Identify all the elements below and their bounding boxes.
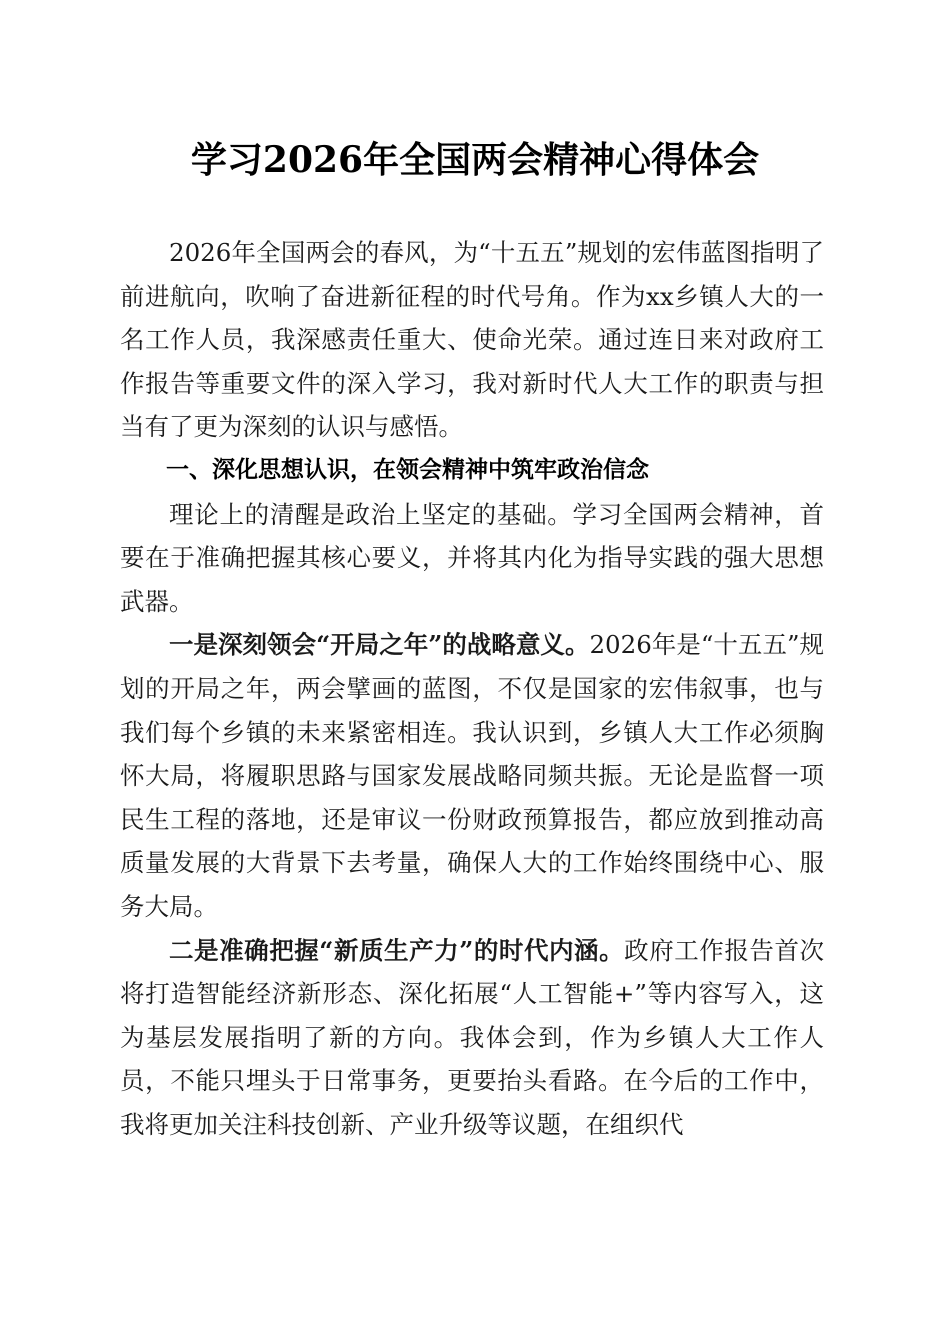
point-1-lead: 一是深刻领会“开局之年”的战略意义。: [169, 630, 590, 660]
document-title: 学习2026年全国两会精神心得体会: [190, 139, 760, 181]
section-1-intro-paragraph: 理论上的清醒是政治上坚定的基础。学习全国两会精神，首要在于准确把握其核心要义，并将其内化为指导实践的强大思想武器。: [120, 499, 824, 616]
section-1-point-1-paragraph: [120, 623, 824, 928]
intro-paragraph: 2026年全国两会的春风，为“十五五”规划的宏伟蓝图指明了前进航向，吹响了奋进新征程的时代号角。作为xx乡镇人大的一名工作人员，我深感责任重大、使命光荣。通过连日来对政府工作报告等重要文件的深入学习，我对新时代人大工作的职责与担当有了更为深刻的认识与感悟。: [120, 238, 824, 442]
point-1-text: 2026年是“十五五”规划的开局之年，两会擘画的蓝图，不仅是国家的宏伟叙事，也与我们每个乡镇的未来紧密相连。我认识到，乡镇人大工作必须胸怀大局，将履职思路与国家发展战略同频共振。无论是监督一项民生工程的落地，还是审议一份财政预算报告，都应放到推动高质量发展的大背景下去考量，确保人大的工作始终围绕中心、服务大局。: [120, 630, 824, 921]
point-2-lead: 二是准确把握“新质生产力”的时代内涵。: [169, 935, 625, 965]
section-1-point-2-paragraph: [120, 929, 824, 1147]
point-2-text: 政府工作报告首次将打造智能经济新形态、深化拓展“人工智能+”等内容写入，这为基层发展指明了新的方向。我体会到，作为乡镇人大工作人员，不能只埋头于日常事务，更要抬头看路。在今后的工作中，我将更加关注科技创新、产业升级等议题，在组织代: [120, 935, 825, 1139]
document-body: [120, 231, 824, 1146]
section-1-heading: 一、深化思想认识，在领会精神中筑牢政治信念: [166, 456, 649, 483]
